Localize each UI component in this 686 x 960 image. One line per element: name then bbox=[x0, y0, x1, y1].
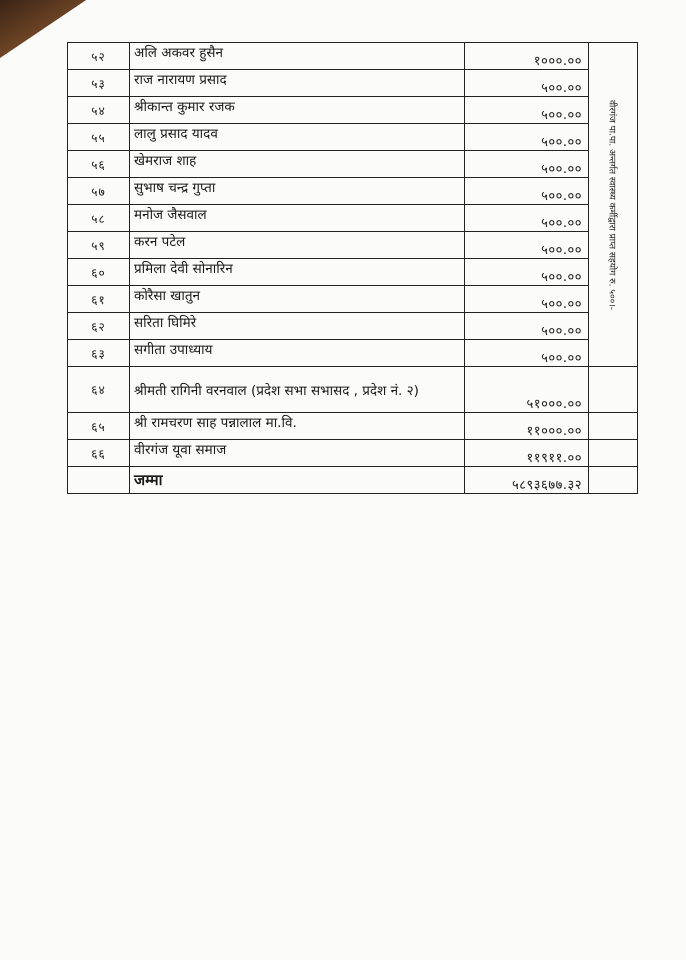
serial-number: ६२ bbox=[68, 313, 130, 340]
donor-name: अलि अकवर हुसैन bbox=[130, 43, 465, 70]
serial-number: ५३ bbox=[68, 70, 130, 97]
donor-name: कोरैसा खातुन bbox=[130, 286, 465, 313]
donation-amount: ५००.०० bbox=[465, 205, 589, 232]
serial-number: ५६ bbox=[68, 151, 130, 178]
donor-name: करन पटेल bbox=[130, 232, 465, 259]
table-row bbox=[68, 259, 638, 286]
remark-cell-empty bbox=[589, 440, 638, 467]
total-row bbox=[68, 467, 638, 494]
donor-name: वीरगंज यूवा समाज bbox=[130, 440, 465, 467]
donor-name: राज नारायण प्रसाद bbox=[130, 70, 465, 97]
donor-name: सगीता उपाध्याय bbox=[130, 340, 465, 367]
serial-number: ६१ bbox=[68, 286, 130, 313]
serial-number: ५२ bbox=[68, 43, 130, 70]
remark-cell-empty bbox=[589, 367, 638, 413]
donation-amount: ११९११.०० bbox=[465, 440, 589, 467]
table-row bbox=[68, 124, 638, 151]
donor-name: श्रीकान्त कुमार रजक bbox=[130, 97, 465, 124]
serial-number: ५७ bbox=[68, 178, 130, 205]
table-row bbox=[68, 286, 638, 313]
remark-cell-empty bbox=[589, 467, 638, 494]
serial-number: ६५ bbox=[68, 413, 130, 440]
donor-name: श्रीमती रागिनी वरनवाल (प्रदेश सभा सभासद , प्रदेश नं. २) bbox=[130, 367, 465, 413]
serial-number: ६४ bbox=[68, 367, 130, 413]
donation-amount: ५००.०० bbox=[465, 340, 589, 367]
table-row bbox=[68, 178, 638, 205]
donation-amount: ५००.०० bbox=[465, 151, 589, 178]
serial-number: ५४ bbox=[68, 97, 130, 124]
donor-name: श्री रामचरण साह पन्नालाल मा.वि. bbox=[130, 413, 465, 440]
donation-amount: ५००.०० bbox=[465, 313, 589, 340]
donation-amount: ५००.०० bbox=[465, 286, 589, 313]
total-label-cell bbox=[130, 467, 465, 494]
serial-number: ५९ bbox=[68, 232, 130, 259]
donation-table bbox=[67, 42, 638, 494]
table-row bbox=[68, 232, 638, 259]
donation-amount: ५००.०० bbox=[465, 97, 589, 124]
donation-amount: ११०००.०० bbox=[465, 413, 589, 440]
table-row bbox=[68, 367, 638, 413]
table-row bbox=[68, 151, 638, 178]
table-row bbox=[68, 70, 638, 97]
donor-name: मनोज जैसवाल bbox=[130, 205, 465, 232]
serial-number-empty bbox=[68, 467, 130, 494]
total-label: जम्मा bbox=[134, 471, 163, 489]
table-row bbox=[68, 97, 638, 124]
donation-amount: ५००.०० bbox=[465, 178, 589, 205]
serial-number: ६६ bbox=[68, 440, 130, 467]
serial-number: ५५ bbox=[68, 124, 130, 151]
serial-number: ६० bbox=[68, 259, 130, 286]
donation-amount: ५१०००.०० bbox=[465, 367, 589, 413]
donation-amount: ५००.०० bbox=[465, 124, 589, 151]
table-row bbox=[68, 43, 638, 70]
table-row bbox=[68, 440, 638, 467]
table-row bbox=[68, 413, 638, 440]
remark-cell-empty bbox=[589, 413, 638, 440]
donation-amount: ५००.०० bbox=[465, 232, 589, 259]
total-amount: ५८९३६७७.३२ bbox=[465, 467, 589, 494]
table-row bbox=[68, 313, 638, 340]
donation-amount: १०००.०० bbox=[465, 43, 589, 70]
serial-number: ५८ bbox=[68, 205, 130, 232]
table-row bbox=[68, 205, 638, 232]
remark-cell bbox=[589, 43, 638, 367]
donor-name: खेमराज शाह bbox=[130, 151, 465, 178]
donor-name: सुभाष चन्द्र गुप्ता bbox=[130, 178, 465, 205]
remark-text: वीरगंज पा.पा. अन्तर्गत स्वास्थ्य कर्मीद्वारा प्राप्त सहयोग रु. ५००।- bbox=[606, 99, 617, 310]
table-row bbox=[68, 340, 638, 367]
donor-name: लालु प्रसाद यादव bbox=[130, 124, 465, 151]
donation-amount: ५००.०० bbox=[465, 259, 589, 286]
donor-name: सरिता घिमिरे bbox=[130, 313, 465, 340]
serial-number: ६३ bbox=[68, 340, 130, 367]
donation-amount: ५००.०० bbox=[465, 70, 589, 97]
donor-name: प्रमिला देवी सोनारिन bbox=[130, 259, 465, 286]
